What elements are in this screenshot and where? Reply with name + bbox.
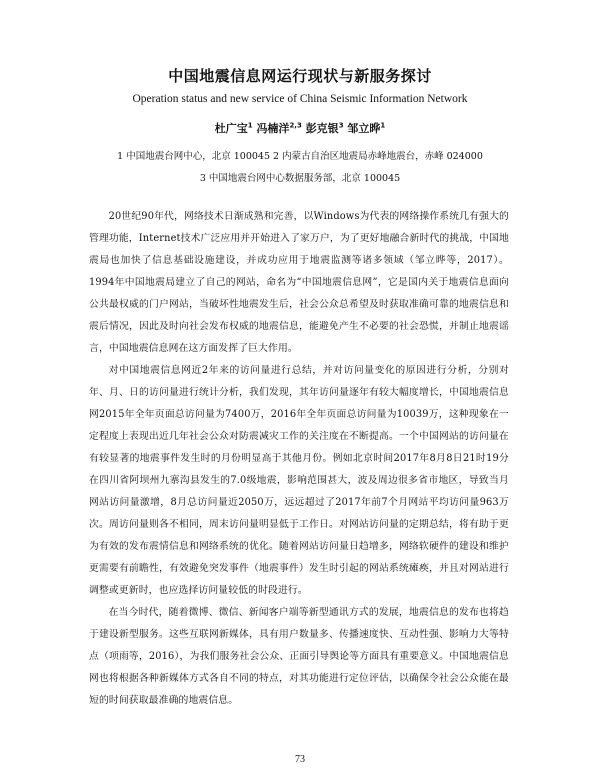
- author-name: 彭克银: [305, 122, 339, 135]
- affiliation-line-2: 3 中国地震台网中心数据服务部，北京 100045: [199, 173, 401, 184]
- body-paragraph: 20世纪90年代，网络技术日渐成熟和完善，以Windows为代表的网络操作系统几有强大的管理功能，Internet技术广泛应用并开始进入了家万户，为了更好地融合新时代的挑战，中国地震局也加快了信息基础设施建设，并成功应用于地震监测等诸多领域（邹立晔等，2017）。1994年中国地震局建立了自己的网站，命名为“中国地震信息网”，它是国内关于地震信息面向公共最权威的门户网站，当破坏性地震发生后，社会公众总希望及时获取准确可靠的地震信息和震后情况，因此及时向社会发布权威的地震信息，能避免产生不必要的社会恐慌，并制止地震谣言，中国地震信息网在这方面发挥了巨大作用。: [89, 211, 509, 354]
- body-paragraph: 在当今时代，随着微博、微信、新闻客户端等新型通讯方式的发展，地震信息的发布也将趋于建设新型服务。这些互联网新媒体，具有用户数量多、传播速度快、互动性强、影响力大等特点（项雨等，2016），为我们服务社会公众、正面引导舆论等方面具有重要意义。中国地震信息网也将根据各种新媒体方式各自不同的特点，对其功能进行定位评估，以确保令社会公众能在最短的时间获取最准确的地震信息。: [89, 607, 509, 706]
- affiliation-line-1: 1 中国地震台网中心，北京 100045 2 内蒙古自治区地震局赤峰地震台，赤峰 024000: [117, 151, 483, 162]
- author-affiliation-mark: 1: [247, 121, 253, 130]
- paper-title: 中国地震信息网运行现状与新服务探讨: [168, 67, 432, 85]
- author-name: 杜广宝: [214, 122, 248, 135]
- author-name: 冯楠洋: [256, 122, 290, 135]
- body-text: [89, 206, 509, 712]
- author-affiliation-mark: 2,3: [289, 121, 302, 130]
- author-affiliation-mark: 3: [338, 121, 344, 130]
- english-title: Operation status and new service of China Seismic Information Network: [132, 93, 468, 105]
- author-list: [0, 120, 600, 136]
- author-affiliation-mark: 1: [380, 121, 386, 130]
- author-name: 邹立晔: [347, 122, 381, 135]
- body-paragraph: 对中国地震信息网近2年来的访问量进行总结，并对访问量变化的原因进行分析，分别对年、月、日的访问量进行统计分析，我们发现，其年访问量逐年有较大幅度增长，中国地震信息网2015年全年页面总访问量为7400万，2016年全年页面总访问量为10039万，这种现象在一定程度上表现出近几年社会公众对防震减灾工作的关注度在不断提高。一个中国网站的访问量在有较显著的地震事件发生时的月份明显高于其他月份。例如北京时间2017年8月8日21时19分在四川省阿坝州九寨沟县发生的7.0级地震，影响范围甚大，波及周边很多省市地区，导致当月网站访问量激增，8月总访问量近2050万，远远超过了2017年前7个月网站平均访问量963万次。周访问量则各不相同，周末访问量明显低于工作日。对网站访问量的定期总结，将有助于更为有效的发布震情信息和网络系统的优化。随着网站访问量日趋增多，网络软硬件的建设和维护更需要有前瞻性，有效避免突发事件（地震事件）发生时引起的网站系统瘫痪，并且对网站进行调整或更新时，也应选择访问量较低的时段进行。: [89, 365, 509, 596]
- page-number: 73: [295, 754, 305, 765]
